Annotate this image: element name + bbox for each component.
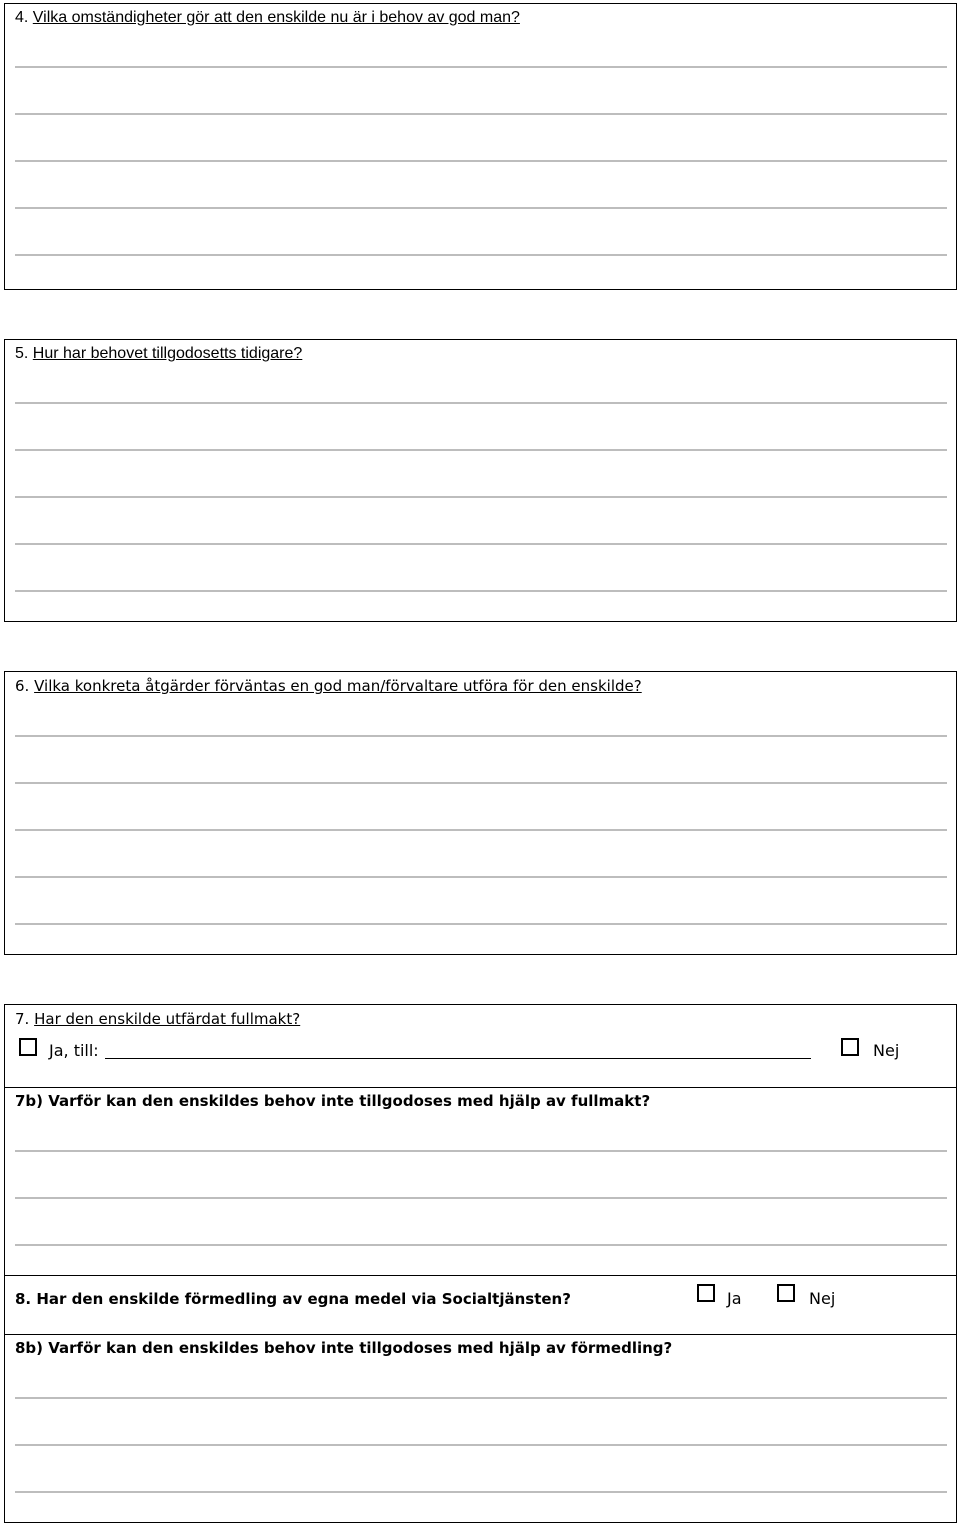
question-4-box <box>4 3 957 290</box>
q8-yes-label: Ja <box>727 1289 742 1308</box>
q8-yes-checkbox[interactable] <box>697 1284 715 1302</box>
question-7-8-box <box>4 1004 957 1523</box>
answer-line[interactable] <box>15 543 947 545</box>
section-divider <box>5 1334 956 1335</box>
answer-line[interactable] <box>15 113 947 115</box>
answer-line[interactable] <box>15 496 947 498</box>
section-divider <box>5 1087 956 1088</box>
answer-line[interactable] <box>15 829 947 831</box>
question-7-number: 7. <box>15 1010 30 1028</box>
question-7b-heading: 7b) Varför kan den enskildes behov inte tillgodoses med hjälp av fullmakt? <box>15 1092 651 1110</box>
question-7-text: Har den enskilde utfärdat fullmakt? <box>34 1010 301 1028</box>
q7-no-checkbox[interactable] <box>841 1038 859 1056</box>
answer-line[interactable] <box>15 1150 947 1152</box>
question-6-heading <box>15 676 642 696</box>
answer-line[interactable] <box>15 923 947 925</box>
q7-yes-checkbox[interactable] <box>19 1038 37 1056</box>
section-divider <box>5 1275 956 1276</box>
question-5-heading <box>15 344 302 364</box>
question-8b-heading: 8b) Varför kan den enskildes behov inte tillgodoses med hjälp av förmedling? <box>15 1339 673 1357</box>
question-4-number: 4. <box>15 9 29 26</box>
answer-line[interactable] <box>15 66 947 68</box>
question-4-text: Vilka omständigheter gör att den enskilde nu är i behov av god man? <box>32 9 520 26</box>
answer-line[interactable] <box>15 735 947 737</box>
answer-line[interactable] <box>15 782 947 784</box>
answer-line[interactable] <box>15 254 947 256</box>
answer-line[interactable] <box>15 160 947 162</box>
answer-line[interactable] <box>15 1197 947 1199</box>
q7-yes-fill-line[interactable] <box>105 1058 811 1059</box>
question-7-heading <box>15 1009 300 1029</box>
question-5-number: 5. <box>15 345 29 362</box>
q8-no-label: Nej <box>809 1289 836 1308</box>
answer-line[interactable] <box>15 207 947 209</box>
q8-no-checkbox[interactable] <box>777 1284 795 1302</box>
answer-line[interactable] <box>15 1444 947 1446</box>
answer-line[interactable] <box>15 402 947 404</box>
answer-line[interactable] <box>15 1397 947 1399</box>
answer-line[interactable] <box>15 876 947 878</box>
answer-line[interactable] <box>15 1491 947 1493</box>
answer-line[interactable] <box>15 449 947 451</box>
question-6-number: 6. <box>15 677 30 695</box>
question-4-heading <box>15 8 520 28</box>
q7-yes-label: Ja, till: <box>49 1041 99 1060</box>
answer-line[interactable] <box>15 590 947 592</box>
question-8-number: 8. <box>15 1290 32 1308</box>
question-5-box <box>4 339 957 622</box>
question-5-text: Hur har behovet tillgodosetts tidigare? <box>32 345 303 362</box>
question-8-text: Har den enskilde förmedling av egna medel via Socialtjänsten? <box>36 1290 571 1308</box>
question-6-box <box>4 671 957 955</box>
answer-line[interactable] <box>15 1244 947 1246</box>
q7-no-label: Nej <box>873 1041 900 1060</box>
question-6-text: Vilka konkreta åtgärder förväntas en god man/förvaltare utföra för den enskilde? <box>34 677 642 695</box>
question-8-heading <box>15 1289 571 1309</box>
